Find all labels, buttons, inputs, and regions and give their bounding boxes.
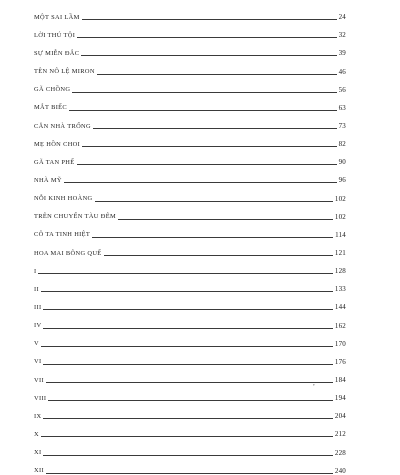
toc-leader-line xyxy=(104,255,333,256)
toc-entry-title: TRÊN CHUYẾN TÀU ĐÊM xyxy=(34,213,116,221)
toc-entry-page-number: 240 xyxy=(334,466,346,475)
toc-entry-title: V xyxy=(34,340,39,348)
toc-entry[interactable] xyxy=(34,384,346,402)
toc-entry-page-number: 184 xyxy=(334,375,346,384)
table-of-contents xyxy=(34,3,346,475)
toc-entry-page-number: 228 xyxy=(334,448,346,457)
toc-entry[interactable] xyxy=(34,275,346,293)
toc-entry-title: CÔ TA TINH HIỆT xyxy=(34,231,91,239)
stray-ink-mark: , xyxy=(313,379,315,387)
toc-entry[interactable] xyxy=(34,311,346,329)
toc-entry[interactable] xyxy=(34,3,346,21)
toc-entry-page-number: 46 xyxy=(338,67,346,76)
toc-entry-title: CĂN NHÀ TRỐNG xyxy=(34,122,91,130)
toc-entry-title: XII xyxy=(34,467,44,475)
toc-entry-page-number: 121 xyxy=(334,248,346,257)
toc-entry[interactable] xyxy=(34,366,346,384)
toc-leader-line xyxy=(41,291,333,292)
toc-leader-line xyxy=(93,128,337,129)
toc-leader-line xyxy=(92,237,333,238)
toc-leader-line xyxy=(41,436,333,437)
toc-entry-title: NỖI KINH HOÀNG xyxy=(34,195,93,203)
toc-entry-page-number: 212 xyxy=(334,430,346,439)
toc-entry-title: VII xyxy=(34,376,44,384)
toc-entry-page-number: 133 xyxy=(334,285,346,294)
toc-entry-page-number: 144 xyxy=(334,303,346,312)
toc-entry[interactable] xyxy=(34,57,346,75)
toc-entry-page-number: 96 xyxy=(338,176,346,185)
toc-leader-line xyxy=(46,382,333,383)
toc-entry-page-number: 32 xyxy=(338,31,346,40)
toc-entry[interactable] xyxy=(34,293,346,311)
toc-leader-line xyxy=(97,74,337,75)
toc-leader-line xyxy=(95,201,333,202)
toc-entry[interactable] xyxy=(34,203,346,221)
toc-entry[interactable] xyxy=(34,239,346,257)
toc-leader-line xyxy=(43,418,332,419)
toc-entry-title: XI xyxy=(34,449,42,457)
toc-entry-title: VI xyxy=(34,358,42,366)
toc-entry-page-number: 114 xyxy=(335,230,346,239)
toc-leader-line xyxy=(43,455,332,456)
toc-entry[interactable] xyxy=(34,457,346,475)
toc-entry-title: I xyxy=(34,267,37,275)
toc-entry-title: GÃ CHỒNG xyxy=(34,86,71,94)
toc-entry-page-number: 56 xyxy=(338,85,346,94)
toc-entry[interactable] xyxy=(34,76,346,94)
toc-entry[interactable] xyxy=(34,184,346,202)
toc-entry-page-number: 24 xyxy=(338,13,346,22)
toc-leader-line xyxy=(48,400,332,401)
toc-leader-line xyxy=(77,37,336,38)
toc-leader-line xyxy=(43,309,332,310)
toc-entry-page-number: 176 xyxy=(334,357,346,366)
toc-entry-page-number: 73 xyxy=(338,121,346,130)
toc-entry-page-number: 170 xyxy=(334,339,346,348)
toc-entry-page-number: 63 xyxy=(338,103,346,112)
toc-entry[interactable] xyxy=(34,402,346,420)
toc-leader-line xyxy=(72,92,336,93)
toc-leader-line xyxy=(82,19,337,20)
toc-entry-title: TÊN NÔ LỆ MIRON xyxy=(34,68,95,76)
toc-entry-title: III xyxy=(34,303,42,311)
toc-leader-line xyxy=(43,328,332,329)
toc-entry-page-number: 162 xyxy=(334,321,346,330)
toc-entry-title: MẸ HỒN CHOI xyxy=(34,140,81,148)
toc-entry-title: IX xyxy=(34,412,42,420)
toc-entry-title: MỘT SAI LẦM xyxy=(34,13,80,21)
toc-leader-line xyxy=(81,55,336,56)
toc-entry-title: LỜI THÚ TỘI xyxy=(34,31,76,39)
toc-entry-page-number: 204 xyxy=(334,412,346,421)
toc-entry[interactable] xyxy=(34,420,346,438)
toc-leader-line xyxy=(118,219,333,220)
toc-entry[interactable] xyxy=(34,221,346,239)
toc-entry-title: IV xyxy=(34,322,42,330)
toc-leader-line xyxy=(69,110,337,111)
toc-entry[interactable] xyxy=(34,257,346,275)
toc-leader-line xyxy=(77,164,337,165)
toc-leader-line xyxy=(82,146,336,147)
toc-entry-page-number: 82 xyxy=(338,140,346,149)
toc-leader-line xyxy=(43,364,332,365)
toc-entry[interactable] xyxy=(34,112,346,130)
toc-entry[interactable] xyxy=(34,330,346,348)
toc-entry[interactable] xyxy=(34,94,346,112)
toc-leader-line xyxy=(64,182,337,183)
toc-entry-page-number: 102 xyxy=(334,194,346,203)
toc-entry-page-number: 194 xyxy=(334,394,346,403)
toc-entry-title: GÃ TAN PHẾ xyxy=(34,158,75,166)
toc-entry-title: NHÀ MỸ xyxy=(34,177,62,184)
toc-entry-page-number: 39 xyxy=(338,49,346,58)
toc-leader-line xyxy=(38,273,332,274)
toc-entry-page-number: 90 xyxy=(338,158,346,167)
toc-entry[interactable] xyxy=(34,21,346,39)
toc-entry-page-number: 128 xyxy=(334,267,346,276)
toc-entry[interactable] xyxy=(34,166,346,184)
toc-entry-title: VIII xyxy=(34,394,47,402)
toc-entry[interactable] xyxy=(34,438,346,456)
toc-entry[interactable] xyxy=(34,130,346,148)
toc-entry[interactable] xyxy=(34,348,346,366)
toc-entry-title: II xyxy=(34,285,39,293)
toc-leader-line xyxy=(46,473,333,474)
toc-entry[interactable] xyxy=(34,148,346,166)
toc-entry[interactable] xyxy=(34,39,346,57)
toc-entry-title: HOA MAI BÔNG QUẾ xyxy=(34,249,102,257)
toc-leader-line xyxy=(41,346,333,347)
toc-entry-page-number: 102 xyxy=(334,212,346,221)
toc-entry-title: X xyxy=(34,430,39,438)
toc-entry-title: MẮT BIẾC xyxy=(34,104,68,112)
toc-entry-title: SỰ MIỄN ĐẮC xyxy=(34,50,80,58)
